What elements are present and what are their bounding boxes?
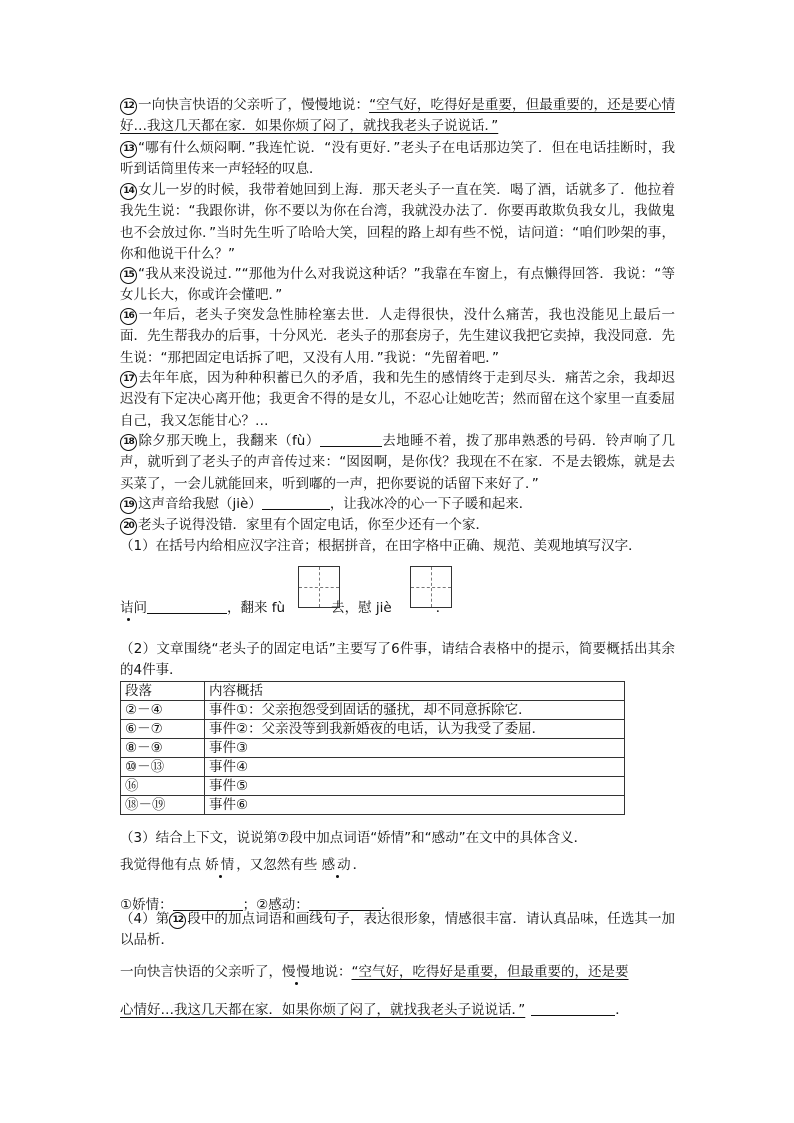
paragraph-number: 12	[120, 98, 137, 115]
question-3-sentence	[120, 853, 366, 873]
emphasis-dot	[127, 618, 130, 621]
q1-label-jie: 去，慰 jiè	[331, 600, 392, 616]
table-cell-summary[interactable]: 事件⑤	[205, 777, 625, 796]
underlined-sentence: “空气好，吃得好是重要，但最重要的，还是要心情好…我这几天都在家．如果你烦了闷了，就找我老头子说说话．”	[120, 97, 675, 135]
paragraph-number: 16	[120, 308, 137, 325]
table-header-row	[121, 682, 625, 701]
paragraph-number: 15	[120, 267, 137, 284]
quote-text: 地说：	[311, 964, 352, 980]
table-cell-para: ⑯	[121, 777, 205, 796]
table-cell-para: ⑩－⑬	[121, 758, 205, 777]
table-cell-summary: 事件②：父亲没等到我新婚夜的电话，认为我受了委屈．	[205, 720, 625, 739]
dotted-word-jiaoqing: 娇情	[205, 853, 236, 873]
paragraph-13	[120, 138, 675, 181]
paragraph-20	[120, 515, 675, 536]
table-row	[121, 720, 625, 739]
table-header-cell: 段落	[121, 682, 205, 701]
q1-label-fu: ，翻来 fù	[227, 600, 286, 616]
quote-text: 一向快言快语的父亲听了，	[120, 964, 282, 980]
fill-blank-fu[interactable]	[320, 431, 382, 447]
paragraph-text: 一向快言快语的父亲听了，慢慢地说：	[138, 97, 370, 113]
summary-table	[120, 681, 625, 815]
paragraph-15	[120, 264, 675, 307]
tianzige-box-fu[interactable]	[298, 566, 340, 608]
table-row	[121, 739, 625, 758]
paragraph-text: 去地睡不着，拨了那串熟悉的号码．铃声响了几声，就听到了老头子的声音传过来：“囡囡啊，是你伐？我现在不在家．不是去锻炼，就是去买菜了，一会儿就能回来，听到嘟的一声，把你要说的话留下来好了．”	[120, 433, 676, 492]
question-4-prompt	[120, 909, 675, 952]
prompt-text: （4）第	[120, 911, 170, 927]
question-2-prompt: （2）文章围绕“老头子的固定电话”主要写了6件事，请结合表格中的提示，简要概括出其余的4件事．	[120, 641, 675, 679]
answer-end: ．	[615, 1002, 629, 1018]
question-1-answer-row	[120, 596, 449, 616]
sentence-text: ．	[352, 857, 367, 873]
table-cell-summary[interactable]: 事件④	[205, 758, 625, 777]
paragraph-number: 14	[120, 183, 137, 200]
tianzige-box-jie[interactable]	[410, 566, 452, 608]
prompt-text: 段中的加点词语和画线句子，表达很形象，情感很丰富．请认真品味，任选其一加以品析．	[120, 911, 675, 949]
underlined-sentence: “空气好，吃得好是重要，但最重要的，还是要	[351, 964, 629, 980]
pinyin-input-jiewen[interactable]	[147, 598, 227, 614]
table-row	[121, 758, 625, 777]
paragraph-19	[120, 494, 675, 515]
paragraph-text: “我从来没说过．”“那他为什么对我说这种话？”我靠在车窗上，有点懒得回答．我说：“等女儿长大，你或许会懂吧．”	[120, 266, 675, 304]
table-cell-para: ⑧－⑨	[121, 739, 205, 758]
paragraph-text: 这声音给我慰（jiè）	[138, 496, 262, 512]
table-cell-para: ⑥－⑦	[121, 720, 205, 739]
paragraph-14	[120, 180, 675, 265]
q1-word-jiewen: 诘问	[120, 600, 147, 616]
answer-label: ；②感动：	[242, 897, 309, 913]
paragraph-number: 18	[120, 434, 137, 451]
q1-end: ．	[435, 600, 450, 616]
paragraph-text: 一年后，老头子突发急性肺栓塞去世．人走得很快，没什么痛苦，我也没能见上最后一面．先生帮我办的后事，十分风光．老头子的那套房子，先生建议我把它卖掉，我没同意．先生说：“那把固定电话拆了吧，又没有人用．”我说：“先留着吧．”	[120, 307, 675, 366]
paragraph-text: ，让我冰冷的心一下子暖和起来．	[329, 496, 533, 512]
paragraph-text: 女儿一岁的时候，我带着她回到上海．那天老头子一直在笑．喝了酒，话就多了．他拉着我先生说：“我跟你讲，你不要以为你在台湾，我就没办法了．你要再敢欺负我女儿，我做鬼也不会放过你．”当时先生听了哈哈大笑，回程的路上却有些不悦，诘问道：“咱们吵架的事，你和他说干什么？”	[120, 182, 675, 262]
table-cell-para: ②－④	[121, 701, 205, 720]
paragraph-text: 除夕那天晚上，我翻来（fù）	[138, 433, 320, 449]
paragraph-number: 20	[120, 518, 137, 535]
paragraph-text: “哪有什么烦闷啊．”我连忙说．“没有更好．”老头子在电话那边笑了．但在电话挂断时，我听到话筒里传来一声轻轻的叹息．	[120, 140, 675, 178]
table-row	[121, 701, 625, 720]
table-cell-para: ⑱－⑲	[121, 796, 205, 815]
sentence-text: 我觉得他有点	[120, 857, 201, 873]
paragraph-18	[120, 431, 675, 495]
table-cell-summary: 事件①：父亲抱怨受到固话的骚扰，却不同意拆除它．	[205, 701, 625, 720]
table-header-cell: 内容概括	[205, 682, 625, 701]
question-4-quote-line-2	[120, 998, 629, 1018]
answer-input-q4[interactable]	[531, 1000, 615, 1016]
fill-blank-jie[interactable]	[262, 494, 330, 510]
question-3-prompt: （3）结合上下文，说说第⑦段中加点词语“娇情”和“感动”在文中的具体含义．	[120, 830, 588, 846]
paragraph-text: 去年年底，因为种种积蓄已久的矛盾，我和先生的感情终于走到尽头．痛苦之余，我却迟迟没有下定决心离开他；我更舍不得的是女儿，不忍心让她吃苦；然而留在这个家里一直委屈自己，我又怎能甘心？…	[120, 370, 675, 429]
table-row	[121, 777, 625, 796]
dotted-word-manman: 慢慢	[282, 960, 311, 980]
answer-end: ．	[380, 897, 395, 913]
paragraph-12	[120, 95, 675, 138]
question-1-prompt: （1）在括号内给相应汉字注音；根据拼音，在田字格中正确、规范、美观地填写汉字．	[120, 538, 642, 554]
paragraph-text: 老头子说得没错．家里有个固定电话，你至少还有一个家．	[138, 517, 489, 533]
dotted-word-gandong: 感动	[322, 853, 353, 873]
paragraph-number: 17	[120, 371, 137, 388]
sentence-text: ，又忽然有些	[236, 857, 318, 873]
question-4-quote-line-1	[120, 960, 629, 980]
paragraph-17	[120, 368, 675, 432]
answer-label: ①娇情：	[120, 897, 173, 913]
table-row	[121, 796, 625, 815]
paragraph-number: 19	[120, 497, 137, 514]
underlined-sentence: 心情好…我这几天都在家．如果你烦了闷了，就找我老头子说说话．”	[120, 1002, 526, 1018]
table-cell-summary[interactable]: 事件⑥	[205, 796, 625, 815]
paragraph-number: 13	[120, 141, 137, 158]
paragraph-number: 12	[169, 912, 186, 929]
table-cell-summary[interactable]: 事件③	[205, 739, 625, 758]
paragraph-16	[120, 305, 675, 369]
